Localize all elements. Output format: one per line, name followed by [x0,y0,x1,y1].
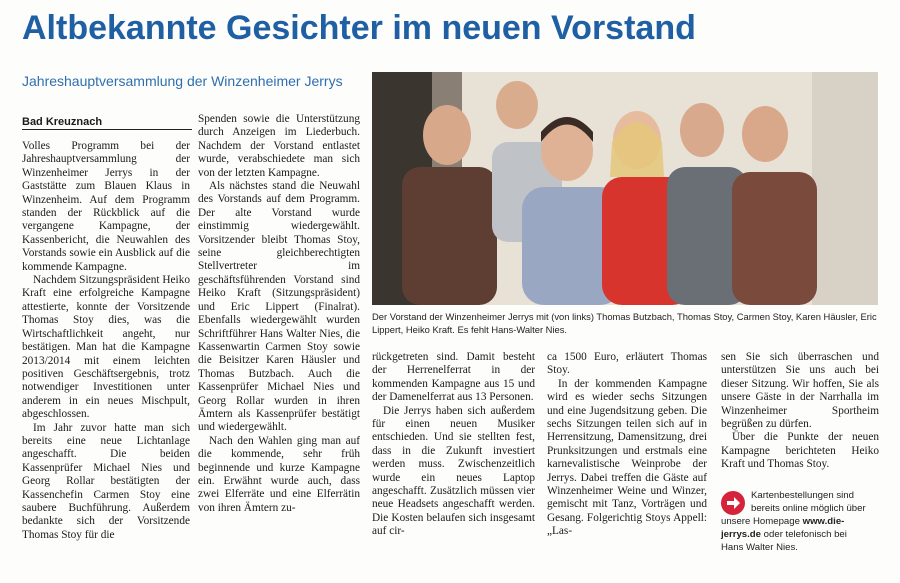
photo-caption: Der Vorstand der Winzenheimer Jerrys mit (von links) Thomas Butzbach, Thomas Stoy, Carmen Stoy, Karen Häusler, Eric Lippert, Heiko Kraft. Es fehlt Hans-Walter Nies. [372,311,877,335]
paragraph: Als nächstes stand die Neuwahl des Vorstands auf dem Programm. Der alte Vorstand wurde einstimmig wiedergewählt. Vorsitzender bleibt Thomas Stoy, seine gleichberechtigten Stellvertreter im geschäftsführenden Vorstand sind Heiko Kraft (Sitzungspräsident) und Eric Lippert (Finalrat). Ebenfalls wiedergewählt wurden Schriftführer Hans Walter Nies, die Kassenwartin Carmen Stoy sowie die Beisitzer Karen Häusler und Thomas Butzbach. Auch die Kassenprüfer Michael Nies und Georg Rollar wurden in ihren Ämtern als Kassenprüfer bestätigt und wiedergewählt. [198,180,360,434]
promo-line: bereits online möglich über [751,503,866,514]
text-column-2 [198,113,360,577]
promo-text: oder telefonisch bei [761,529,847,540]
promo-line: Hans Walter Nies. [721,542,798,553]
website-link-continued[interactable]: jerrys.de [721,529,762,540]
paragraph: Volles Programm bei der Jahreshauptversammlung der Winzenheimer Jerrys in der Gaststätte zum Blauen Klaus in Winzenheim. Auf dem Programm standen der Rückblick auf die vergangene Kampagne, der Kassenbericht, die Neuwahlen des Vorstands sowie ein Ausblick auf die kommende Kampagne. [22,140,190,273]
text-column-5 [721,351,879,471]
text-column-3 [372,351,535,577]
paragraph: Die Jerrys haben sich außerdem für einen neuen Musiker entschieden. Und sie stellten fest, dass in die Zukunft investiert werden muss. Zwischenzeitlich wurde ein neues Laptop angeschafft. Zusätzlich müssen vier neue Headsets angeschafft werden. Die Kosten belaufen sich insgesamt auf cir- [372,404,535,538]
article-subheadline: Jahreshauptversammlung der Winzenheimer Jerrys [22,73,343,89]
promo-line [721,516,844,529]
promo-line: Kartenbestellungen sind [751,490,854,501]
ticket-info-box [721,489,881,579]
text-column-4 [547,351,707,577]
paragraph: rückgetreten sind. Damit besteht der Herrenelferrat in der kommenden Kampagne aus 15 und der Damenelferrat aus 13 Personen. [372,351,535,404]
paragraph: In der kommenden Kampagne wird es wieder sechs Sitzungen und eine Jugendsitzung geben. Die sechs Sitzungen teilen sich auf in Herrensitzung, Damensitzung, drei Prunksitzungen und erstmals eine karnevalistische Weinprobe der Jerrys. Dabei treffen die Gäste auf Winzenheimer Weine und Winzer, gemischt mit Tanz, Vorträgen und Gesang. Folgerichtig Stoys Appell: „Las- [547,377,707,538]
article-headline: Altbekannte Gesichter im neuen Vorstand [22,9,696,47]
paragraph: Im Jahr zuvor hatte man sich bereits eine neue Lichtanlage angeschafft. Die beiden Kassenprüfer Michael Nies und Georg Rollar bestätigten der Kassenchefin Carmen Stoy eine saubere Buchführung. Außerdem bedankte sich der Vorsitzende Thomas Stoy für die [22,421,190,541]
paragraph: Spenden sowie die Unterstützung durch Anzeigen im Liederbuch. Nachdem der Vorstand entlastet wurde, verabschiedete man sich von der letzten Kampagne. [198,113,360,179]
paragraph: sen Sie sich überraschen und unterstützen Sie uns auch bei dieser Sitzung. Wir hoffen, Sie als unsere Gäste in der Narrhalla im Winzenheimer Sportheim begrüßen zu dürfen. [721,351,879,431]
dateline: Bad Kreuznach [22,115,192,130]
text-column-1 [22,140,190,578]
promo-line [721,529,847,542]
arrow-right-icon [721,491,745,515]
paragraph: Über die Punkte der neuen Kampagne berichteten Heiko Kraft und Thomas Stoy. [721,431,879,471]
paragraph: ca 1500 Euro, erläutert Thomas Stoy. [547,351,707,377]
group-photo [372,72,878,305]
paragraph: Nach den Wahlen ging man auf die kommende, sehr früh beginnende und kurze Kampagne ein. Erwähnt wurde auch, dass zwei Elferräte und eine Elferrätin von ihren Ämtern zu- [198,434,360,514]
website-link[interactable]: www.die- [802,516,845,527]
paragraph: Nachdem Sitzungspräsident Heiko Kraft eine erfolgreiche Kampagne attestierte, konnte der Vorsitzende Thomas Stoy dies, was die Wirtschaftlichkeit angeht, nur bestätigen. Man hat die Kampagne 2013/2014 mit einem leichten positiven Geschäftsergebnis, trotz notwendiger Investitionen unter anderem in ein neues Mischpult, abgeschlossen. [22,274,190,421]
promo-text: unsere Homepage [721,516,803,527]
